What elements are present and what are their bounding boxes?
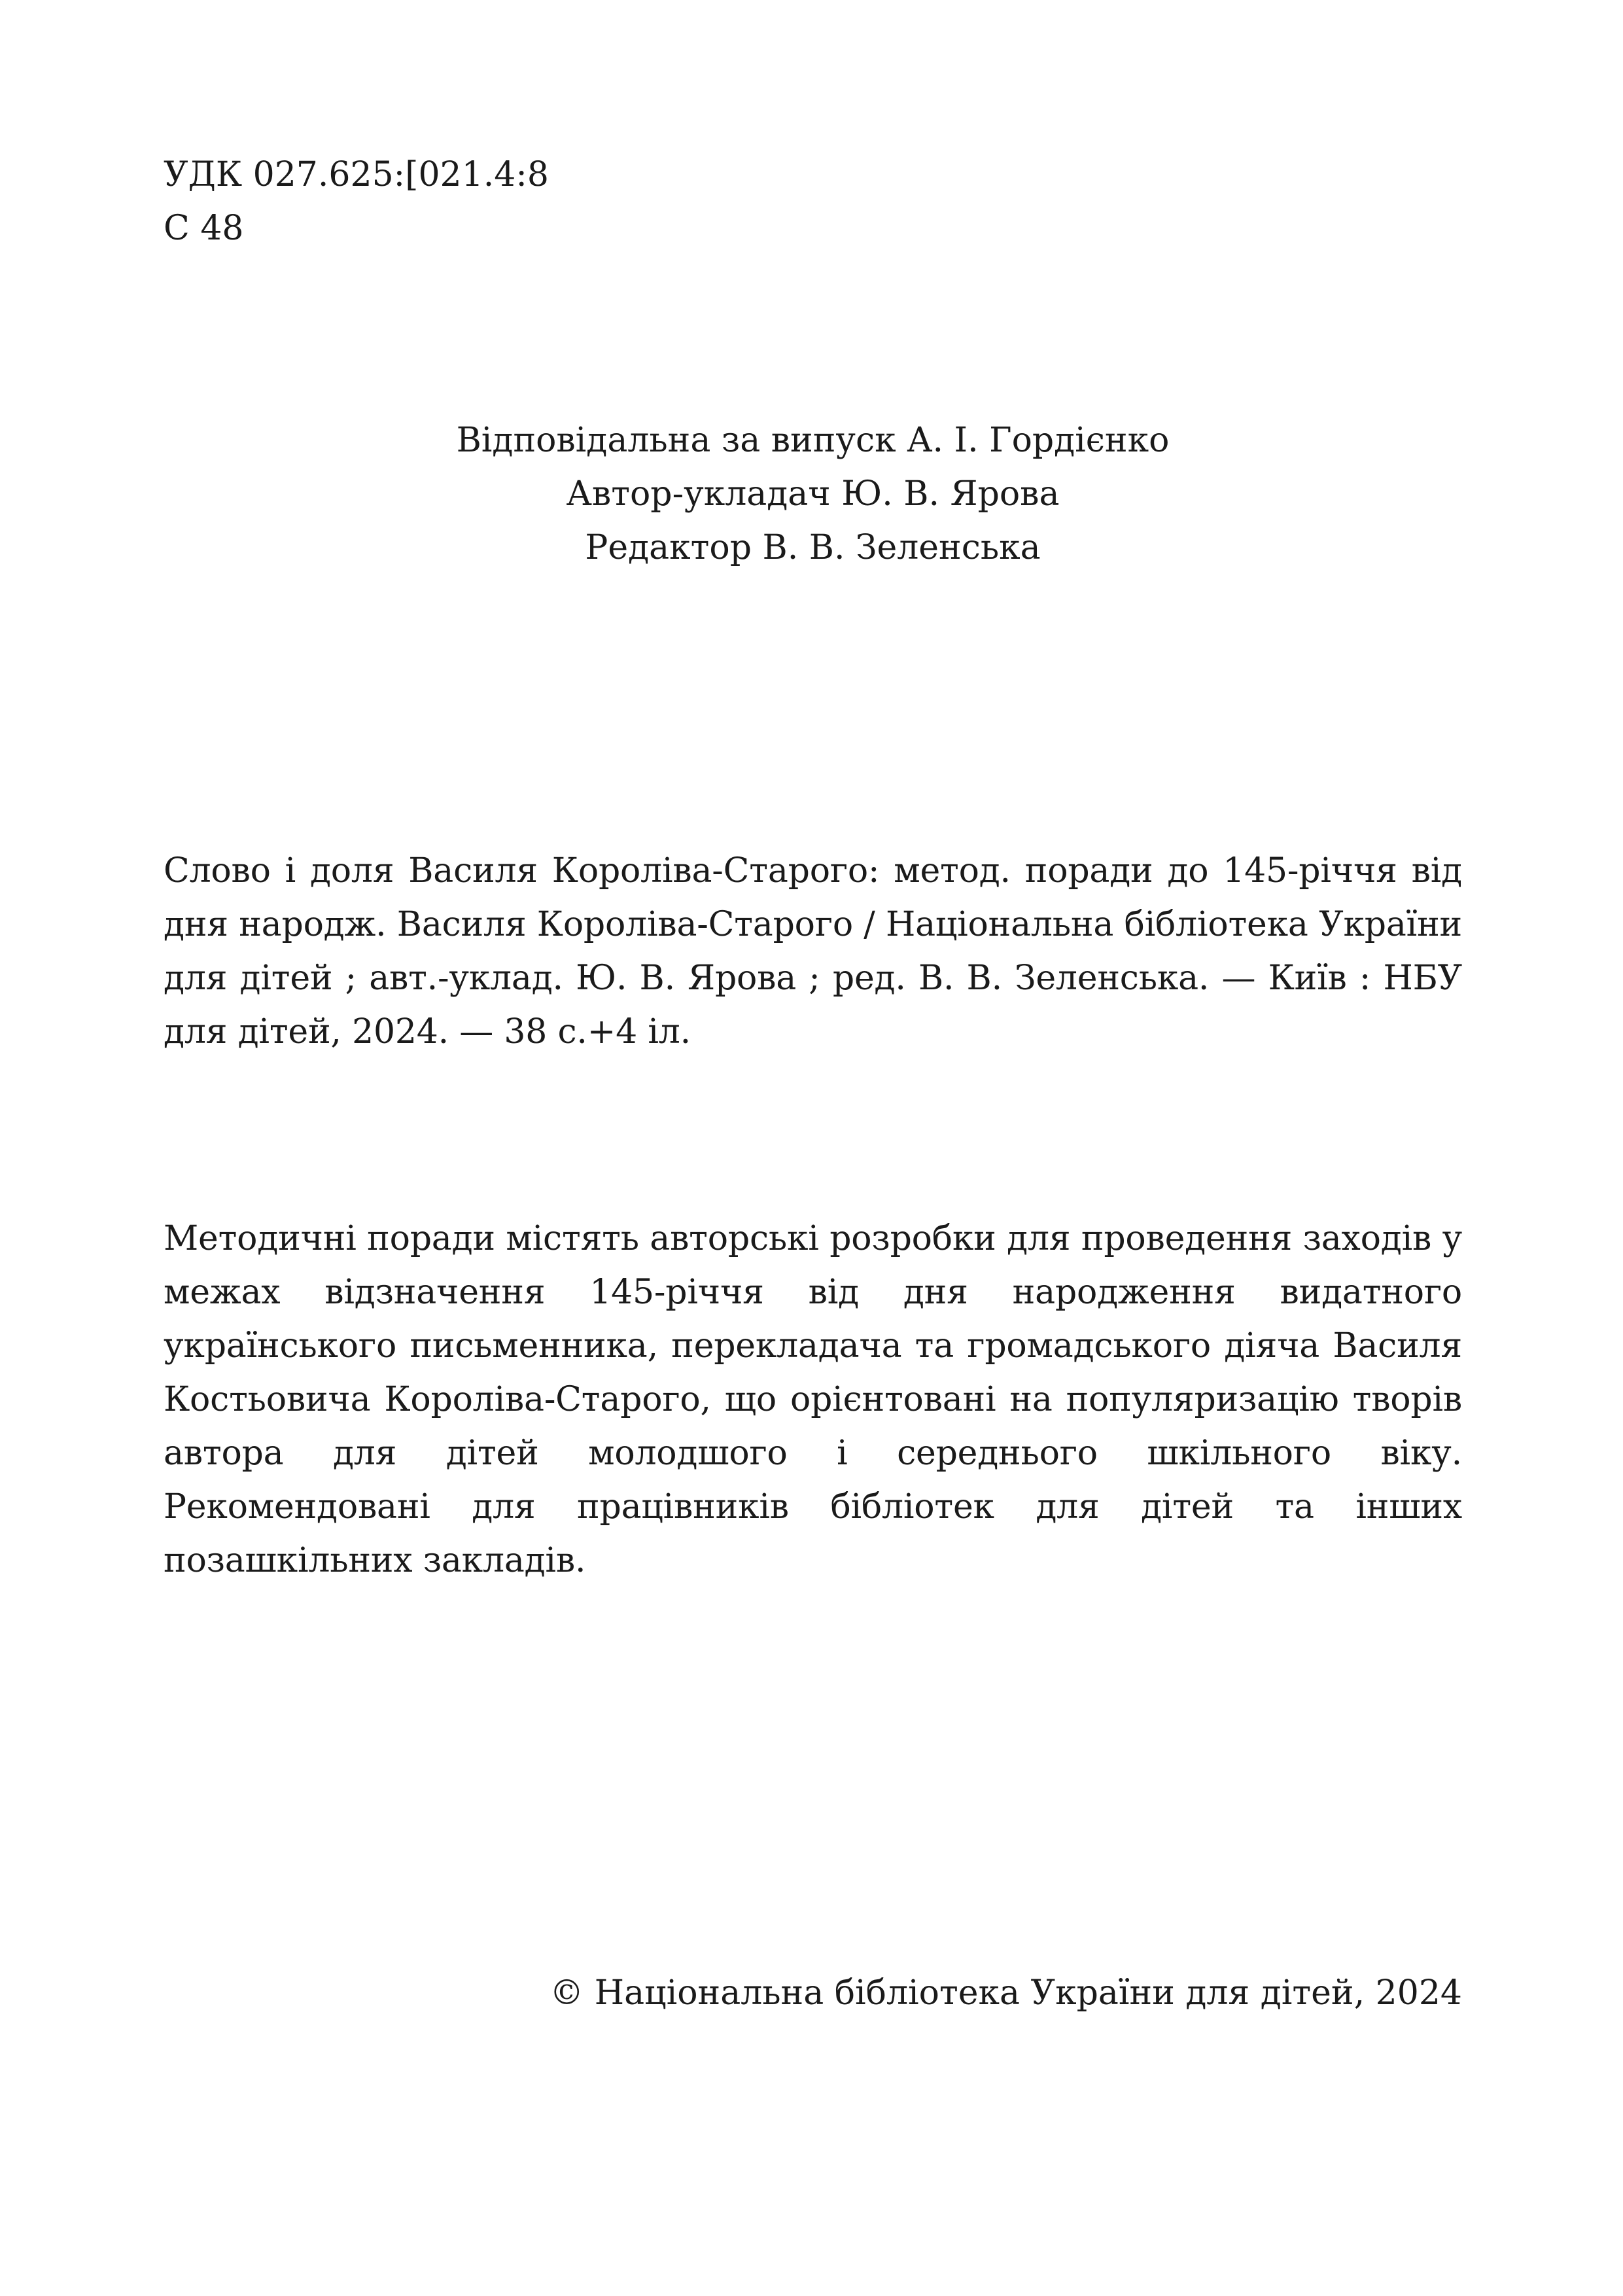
author-mark: С 48 — [164, 209, 244, 248]
copyright-line: © Національна бібліотека України для дітей, 2024 — [550, 1973, 1462, 2013]
bibliographic-description: Слово і доля Василя Короліва-Старого: метод. поради до 145-річчя від дня народж. Василя Короліва-Старого / Національна бібліотека України для дітей ; авт.-уклад. Ю. В. Ярова ; ред. В. В. Зеленська. — Київ : НБУ для дітей, 2024. — 38 с.+4 іл. — [164, 851, 1462, 1051]
abstract-paragraph: Методичні поради містять авторські розробки для проведення заходів у межах відзначення 145-річчя від дня народження видатного українського письменника, перекладача та громадського діяча Василя Костьовича Короліва-Старого, що орієнтовані на популяризацію творів автора для дітей молодшого і середнього шкільного віку. Рекомендовані для працівників бібліотек для дітей та інших позашкільних закладів. — [164, 1219, 1462, 1580]
compiler-line: Автор-укладач Ю. В. Ярова — [566, 474, 1060, 514]
classification-block — [164, 148, 1462, 255]
editor-line: Редактор В. В. Зеленська — [585, 528, 1041, 567]
responsible-line: Відповідальна за випуск А. І. Гордієнко — [456, 421, 1170, 460]
credits-block — [164, 414, 1462, 574]
udk-code: УДК 027.625:[021.4:8 — [164, 155, 549, 194]
